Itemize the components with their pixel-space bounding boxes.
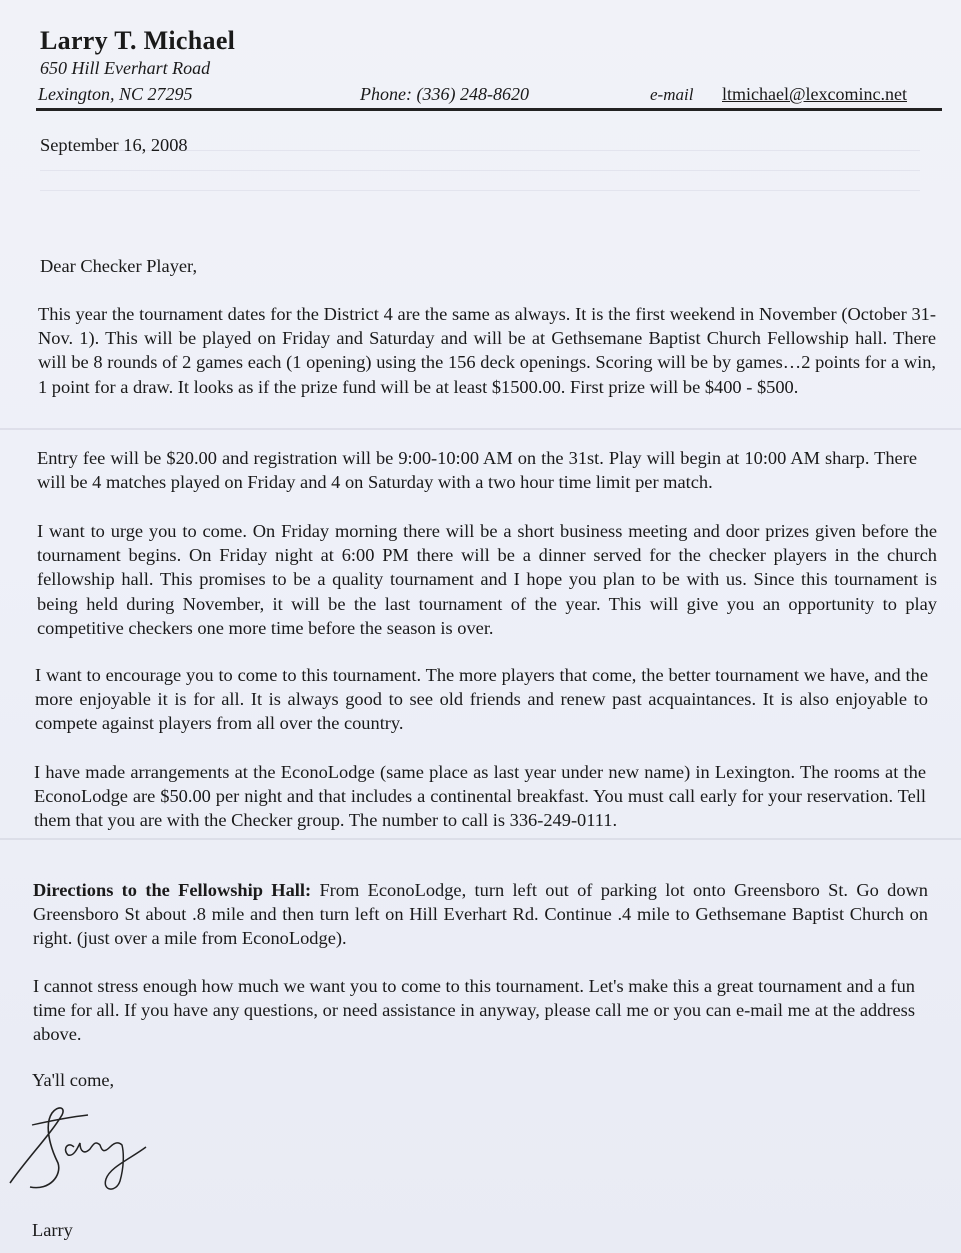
paragraph-urge-to-come: I want to urge you to come. On Friday morning there will be a short business meeting and door prizes given before the tournament begins. On Friday night at 6:00 PM there will be a dinner served for the checker players in the church fellowship hall. This promises to be a quality tournament and I hope you plan to be with us. Since this tournament is being held during November, it will be the last tournament of the year. This will give you an opportunity to play competitive checkers one more time before the season is over. [37, 521, 937, 638]
sender-phone: Phone: (336) 248-8620 [360, 84, 529, 104]
signed-name: Larry [32, 1220, 73, 1240]
directions-heading: Directions to the Fellowship Hall: [33, 880, 312, 900]
paragraph-entry-fee: Entry fee will be $20.00 and registration will be 9:00-10:00 AM on the 31st. Play will begin at 10:00 AM sharp. There will be 4 matches played on Friday and 4 on Saturday with a two hour time limit per match. [37, 448, 917, 493]
paragraph-directions [33, 878, 928, 951]
sender-city: Lexington, NC 27295 [38, 84, 193, 104]
letterhead-rule [36, 108, 942, 111]
bleed-through-line [40, 170, 920, 171]
sender-email: ltmichael@lexcominc.net [722, 84, 908, 104]
handwritten-signature [0, 1095, 170, 1205]
letter-date: September 16, 2008 [40, 135, 188, 155]
paper-fold-line [0, 838, 961, 840]
bleed-through-line [40, 190, 920, 191]
paper-fold-line [0, 428, 961, 430]
sender-name: Larry T. Michael [40, 26, 236, 55]
closing: Ya'll come, [32, 1070, 115, 1090]
paragraph-lodging: I have made arrangements at the EconoLodge (same place as last year under new name) in Lexington. The rooms at the EconoLodge are $50.00 per night and that includes a continental breakfast. You must call early for your reservation. Tell them that you are with the Checker group. The number to call is 336-249-0111. [34, 762, 926, 831]
paragraph-closing-appeal: I cannot stress enough how much we want you to come to this tournament. Let's make this a great tournament and a fun time for all. If you have any questions, or need assistance in anyway, please call me or you can e-mail me at the address above. [33, 976, 915, 1045]
email-label: e-mail [650, 85, 694, 104]
paragraph-encourage: I want to encourage you to come to this tournament. The more players that come, the better tournament we have, and the more enjoyable it is for all. It is always good to see old friends and renew past acquaintances. It is also enjoyable to compete against players from all over the country. [35, 665, 928, 734]
salutation: Dear Checker Player, [40, 256, 198, 276]
directions-body: From EconoLodge, turn left out of parking lot onto Greensboro St. Go down Greensboro St about .8 mile and then turn left on Hill Everhart Rd. Continue .4 mile to Gethsemane Baptist Church on right. (just over a mile from EconoLodge). [33, 880, 929, 949]
sender-street: 650 Hill Everhart Road [40, 58, 211, 78]
paragraph-tournament-dates: This year the tournament dates for the District 4 are the same as always. It is the first weekend in November (October 31-Nov. 1). This will be played on Friday and Saturday and will be at Gethsemane Baptist Church Fellowship hall. There will be 8 rounds of 2 games each (1 opening) using the 156 deck openings. Scoring will be by games…2 points for a win, 1 point for a draw. It looks as if the prize fund will be at least $1500.00. First prize will be $400 - $500. [38, 304, 936, 397]
